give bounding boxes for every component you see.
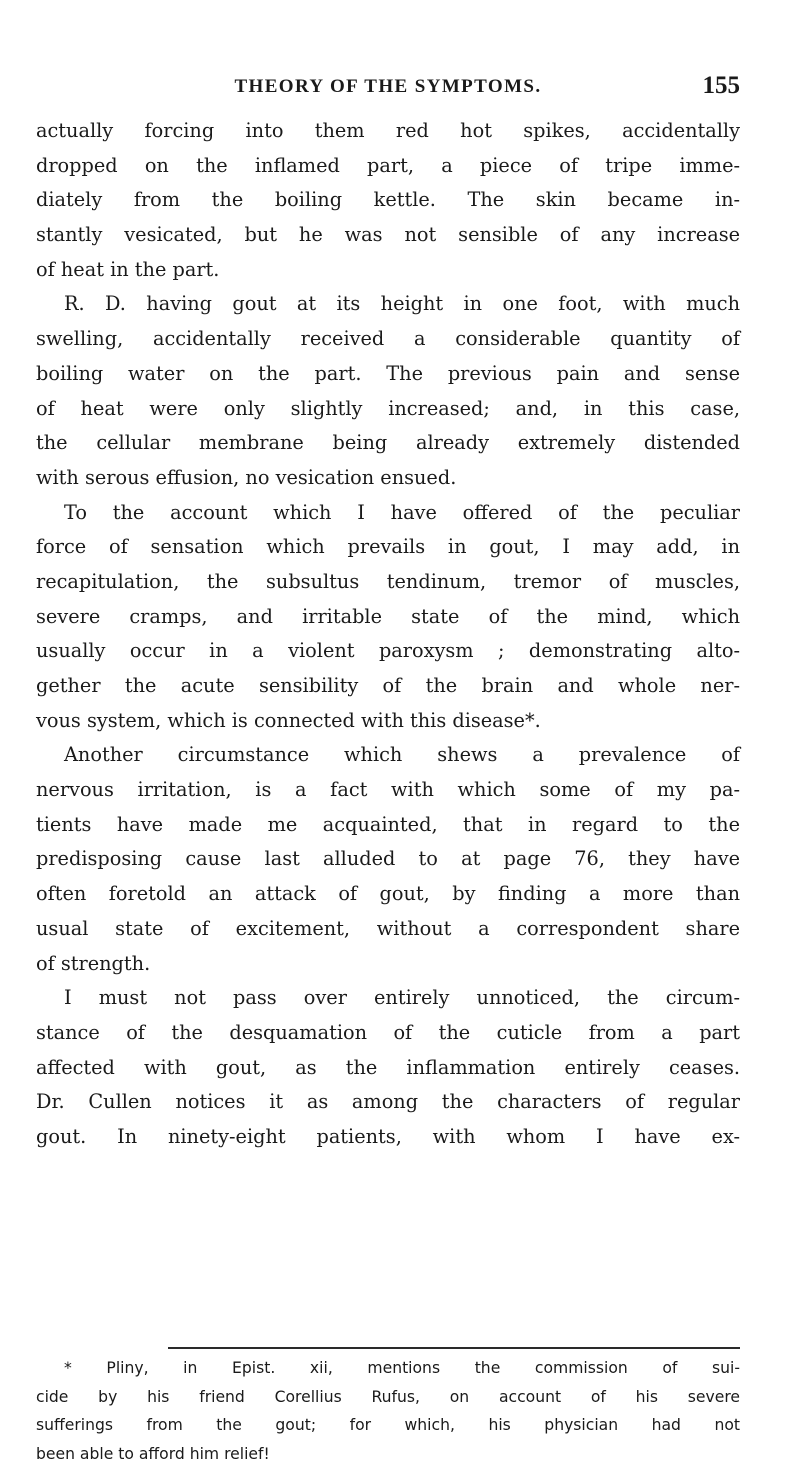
text-line: predisposing cause last alluded to at page 76, they have	[36, 847, 740, 871]
text-line: of heat were only slightly increased; and, in this case,	[36, 396, 740, 420]
text-line: gout. In ninety-eight patients, with whom I have ex-	[36, 1124, 740, 1148]
footnote-line: * Pliny, in Epist. xii, mentions the commission of sui-	[64, 1359, 740, 1377]
text-line: of heat in the part.	[36, 257, 220, 281]
text-line: tients have made me acquainted, that in regard to the	[36, 812, 740, 836]
text-line: severe cramps, and irritable state of the mind, which	[36, 604, 740, 628]
text-line: R. D. having gout at its height in one foot, with much	[64, 292, 740, 316]
text-line: dropped on the inflamed part, a piece of tripe imme-	[36, 153, 740, 177]
text-line: usual state of excitement, without a correspondent share	[36, 916, 740, 940]
footnote-line: been able to afford him relief!	[36, 1444, 270, 1463]
text-line: with serous effusion, no vesication ensued.	[36, 465, 457, 489]
text-line: boiling water on the part. The previous pain and sense	[36, 361, 740, 385]
footnote-line: sufferings from the gout; for which, his physician had not	[36, 1416, 740, 1434]
text-line: Dr. Cullen notices it as among the characters of regular	[36, 1090, 740, 1114]
text-line: often foretold an attack of gout, by finding a more than	[36, 882, 740, 906]
text-line: the cellular membrane being already extremely distended	[36, 431, 740, 455]
running-title: THEORY OF THE SYMPTOMS.	[234, 76, 542, 97]
text-line: recapitulation, the subsultus tendinum, tremor of muscles,	[36, 569, 740, 593]
text-line: force of sensation which prevails in gout, I may add, in	[36, 535, 740, 559]
text-line: gether the acute sensibility of the brain and whole ner-	[36, 674, 740, 697]
text-line: I must not pass over entirely unnoticed, the circum-	[64, 986, 740, 1010]
text-line: vous system, which is connected with this disease*.	[36, 708, 541, 732]
text-line: affected with gout, as the inflammation entirely ceases.	[36, 1055, 740, 1079]
footnote-line: cide by his friend Corellius Rufus, on account of his severe	[36, 1387, 740, 1406]
text-line: nervous irritation, is a fact with which some of my pa-	[36, 778, 740, 802]
page-header	[36, 72, 740, 108]
text-line: diately from the boiling kettle. The skin became in-	[36, 188, 740, 212]
text-line: of strength.	[36, 951, 151, 975]
page-number: 155	[702, 72, 740, 99]
text-line: swelling, accidentally received a considerable quantity of	[36, 327, 740, 351]
footnote-divider	[168, 1347, 740, 1349]
footnote	[36, 1354, 740, 1468]
text-line: Another circumstance which shews a prevalence of	[64, 743, 740, 767]
text-line: actually forcing into them red hot spikes, accidentally	[36, 119, 740, 142]
text-line: To the account which I have offered of the peculiar	[64, 500, 740, 524]
text-line: stance of the desquamation of the cuticle from a part	[36, 1020, 740, 1044]
text-line: usually occur in a violent paroxysm ; demonstrating alto-	[36, 639, 740, 663]
text-line: stantly vesicated, but he was not sensible of any increase	[36, 223, 740, 247]
body-text	[36, 114, 740, 1155]
